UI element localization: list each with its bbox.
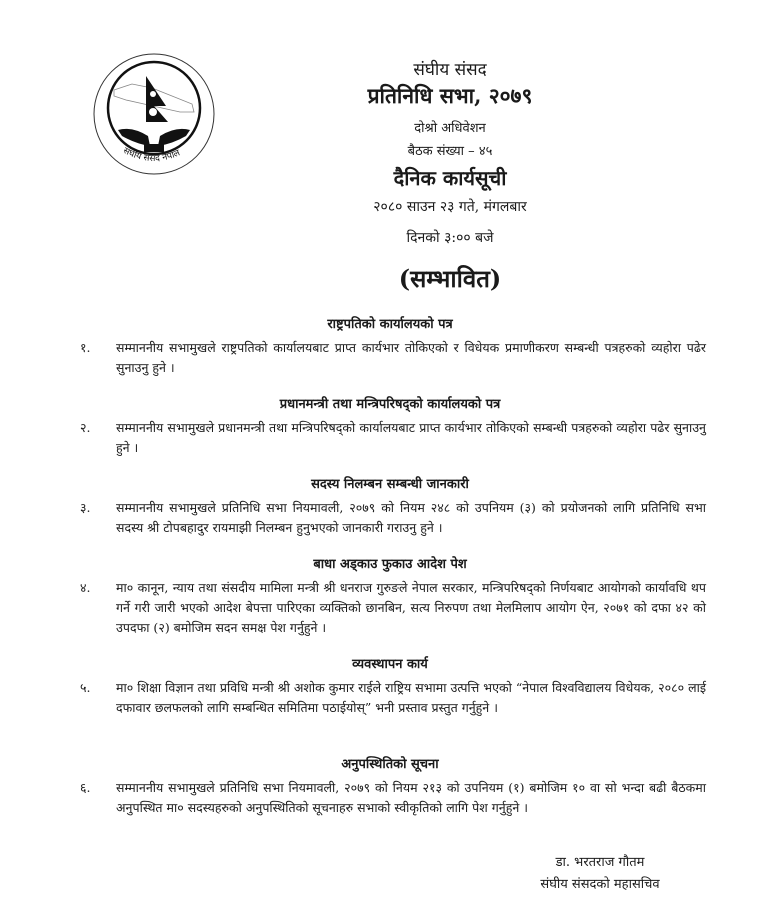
agenda-status: (सम्भावित) [398, 264, 502, 293]
parliament-name: संघीय संसद [413, 60, 487, 80]
item-text: सम्माननीय सभामुखले प्रतिनिधि सभा नियमावली, २०७९ को नियम २४८ को उपनियम (३) को प्रयोजनको लागि प्रतिनिधि सभा सदस्य श्री टोपबहादुर रायमाझी निलम्बन हुनुभएको जानकारी गराउनु हुने । [116, 500, 706, 535]
svg-text:संघीय संसद नेपाल: संघीय संसद नेपाल [121, 146, 182, 165]
section-title: प्रधानमन्त्री तथा मन्त्रिपरिषद्को कार्यालयको पत्र [279, 397, 501, 412]
item-number: ४. [80, 580, 91, 595]
item-number: ६. [80, 780, 91, 795]
meeting-number: बैठक संख्या – ४५ [407, 144, 493, 159]
item-text: सम्माननीय सभामुखले राष्ट्रपतिको कार्यालयबाट प्राप्त कार्यभार तोकिएको र विधेयक प्रमाणीकरण सम्बन्धी पत्रहरुको व्यहोरा पढेर सुनाउनु हुने । [116, 340, 706, 375]
section-title: अनुपस्थितिको सूचना [341, 757, 439, 772]
section-title: सदस्य निलम्बन सम्बन्धी जानकारी [311, 477, 469, 492]
item-text: मा० कानून, न्याय तथा संसदीय मामिला मन्त्री श्री धनराज गुरुङले नेपाल सरकार, मन्त्रिपरिषद्को निर्णयबाट आयोगको कार्यावधि थप गर्ने गरी जारी भएको आदेश बेपत्ता पारिएका व्यक्तिको छानबिन, सत्य निरुपण तथा मेलमिलाप आयोग ऐन, २०७१ को दफा ४२ को उपदफा (२) बमोजिम सदन समक्ष पेश गर्नुहुने । [116, 580, 706, 635]
section-title: व्यवस्थापन कार्य [352, 657, 428, 672]
item-text: सम्माननीय सभामुखले प्रधानमन्त्री तथा मन्त्रिपरिषद्को कार्यालयबाट प्राप्त कार्यभार तोकिएको सम्बन्धी पत्रहरुको व्यहोरा पढेर सुनाउनु हुने । [116, 420, 706, 455]
item-text: सम्माननीय सभामुखले प्रतिनिधि सभा नियमावली, २०७९ को नियम २१३ को उपनियम (१) बमोजिम १० वा सो भन्दा बढी बैठकमा अनुपस्थित मा० सदस्यहरुको अनुपस्थितिको सूचनाहरु सभाको स्वीकृतिको लागि पेश गर्नुहुने । [116, 780, 706, 815]
section-title: बाधा अड्काउ फुकाउ आदेश पेश [313, 557, 467, 572]
item-text: मा० शिक्षा विज्ञान तथा प्रविधि मन्त्री श्री अशोक कुमार राईले राष्ट्रिय सभामा उत्पत्ति भएको “नेपाल विश्वविद्यालय विधेयक, २०८० लाई दफावार छलफलको लागि सम्बन्धित समितिमा पठाईयोस्” भनी प्रस्ताव प्रस्तुत गर्नुहुने । [116, 680, 706, 715]
signatory-name: डा. भरतराज गौतम [555, 855, 645, 870]
section-title: राष्ट्रपतिको कार्यालयको पत्र [327, 317, 453, 332]
session-label: दोश्रो अधिवेशन [414, 121, 486, 136]
signatory-designation: संघीय संसदको महासचिव [540, 877, 660, 892]
agenda-title: दैनिक कार्यसूची [393, 166, 507, 190]
item-number: २. [80, 420, 91, 435]
item-number: ३. [80, 500, 91, 515]
meeting-date: २०८० साउन २३ गते, मंगलबार [373, 199, 527, 215]
meeting-time: दिनको ३:०० बजे [406, 230, 494, 246]
parliament-emblem-icon [92, 52, 216, 176]
house-title: प्रतिनिधि सभा, २०७९ [367, 83, 533, 108]
item-number: ५. [80, 680, 91, 695]
item-number: १. [80, 340, 91, 355]
